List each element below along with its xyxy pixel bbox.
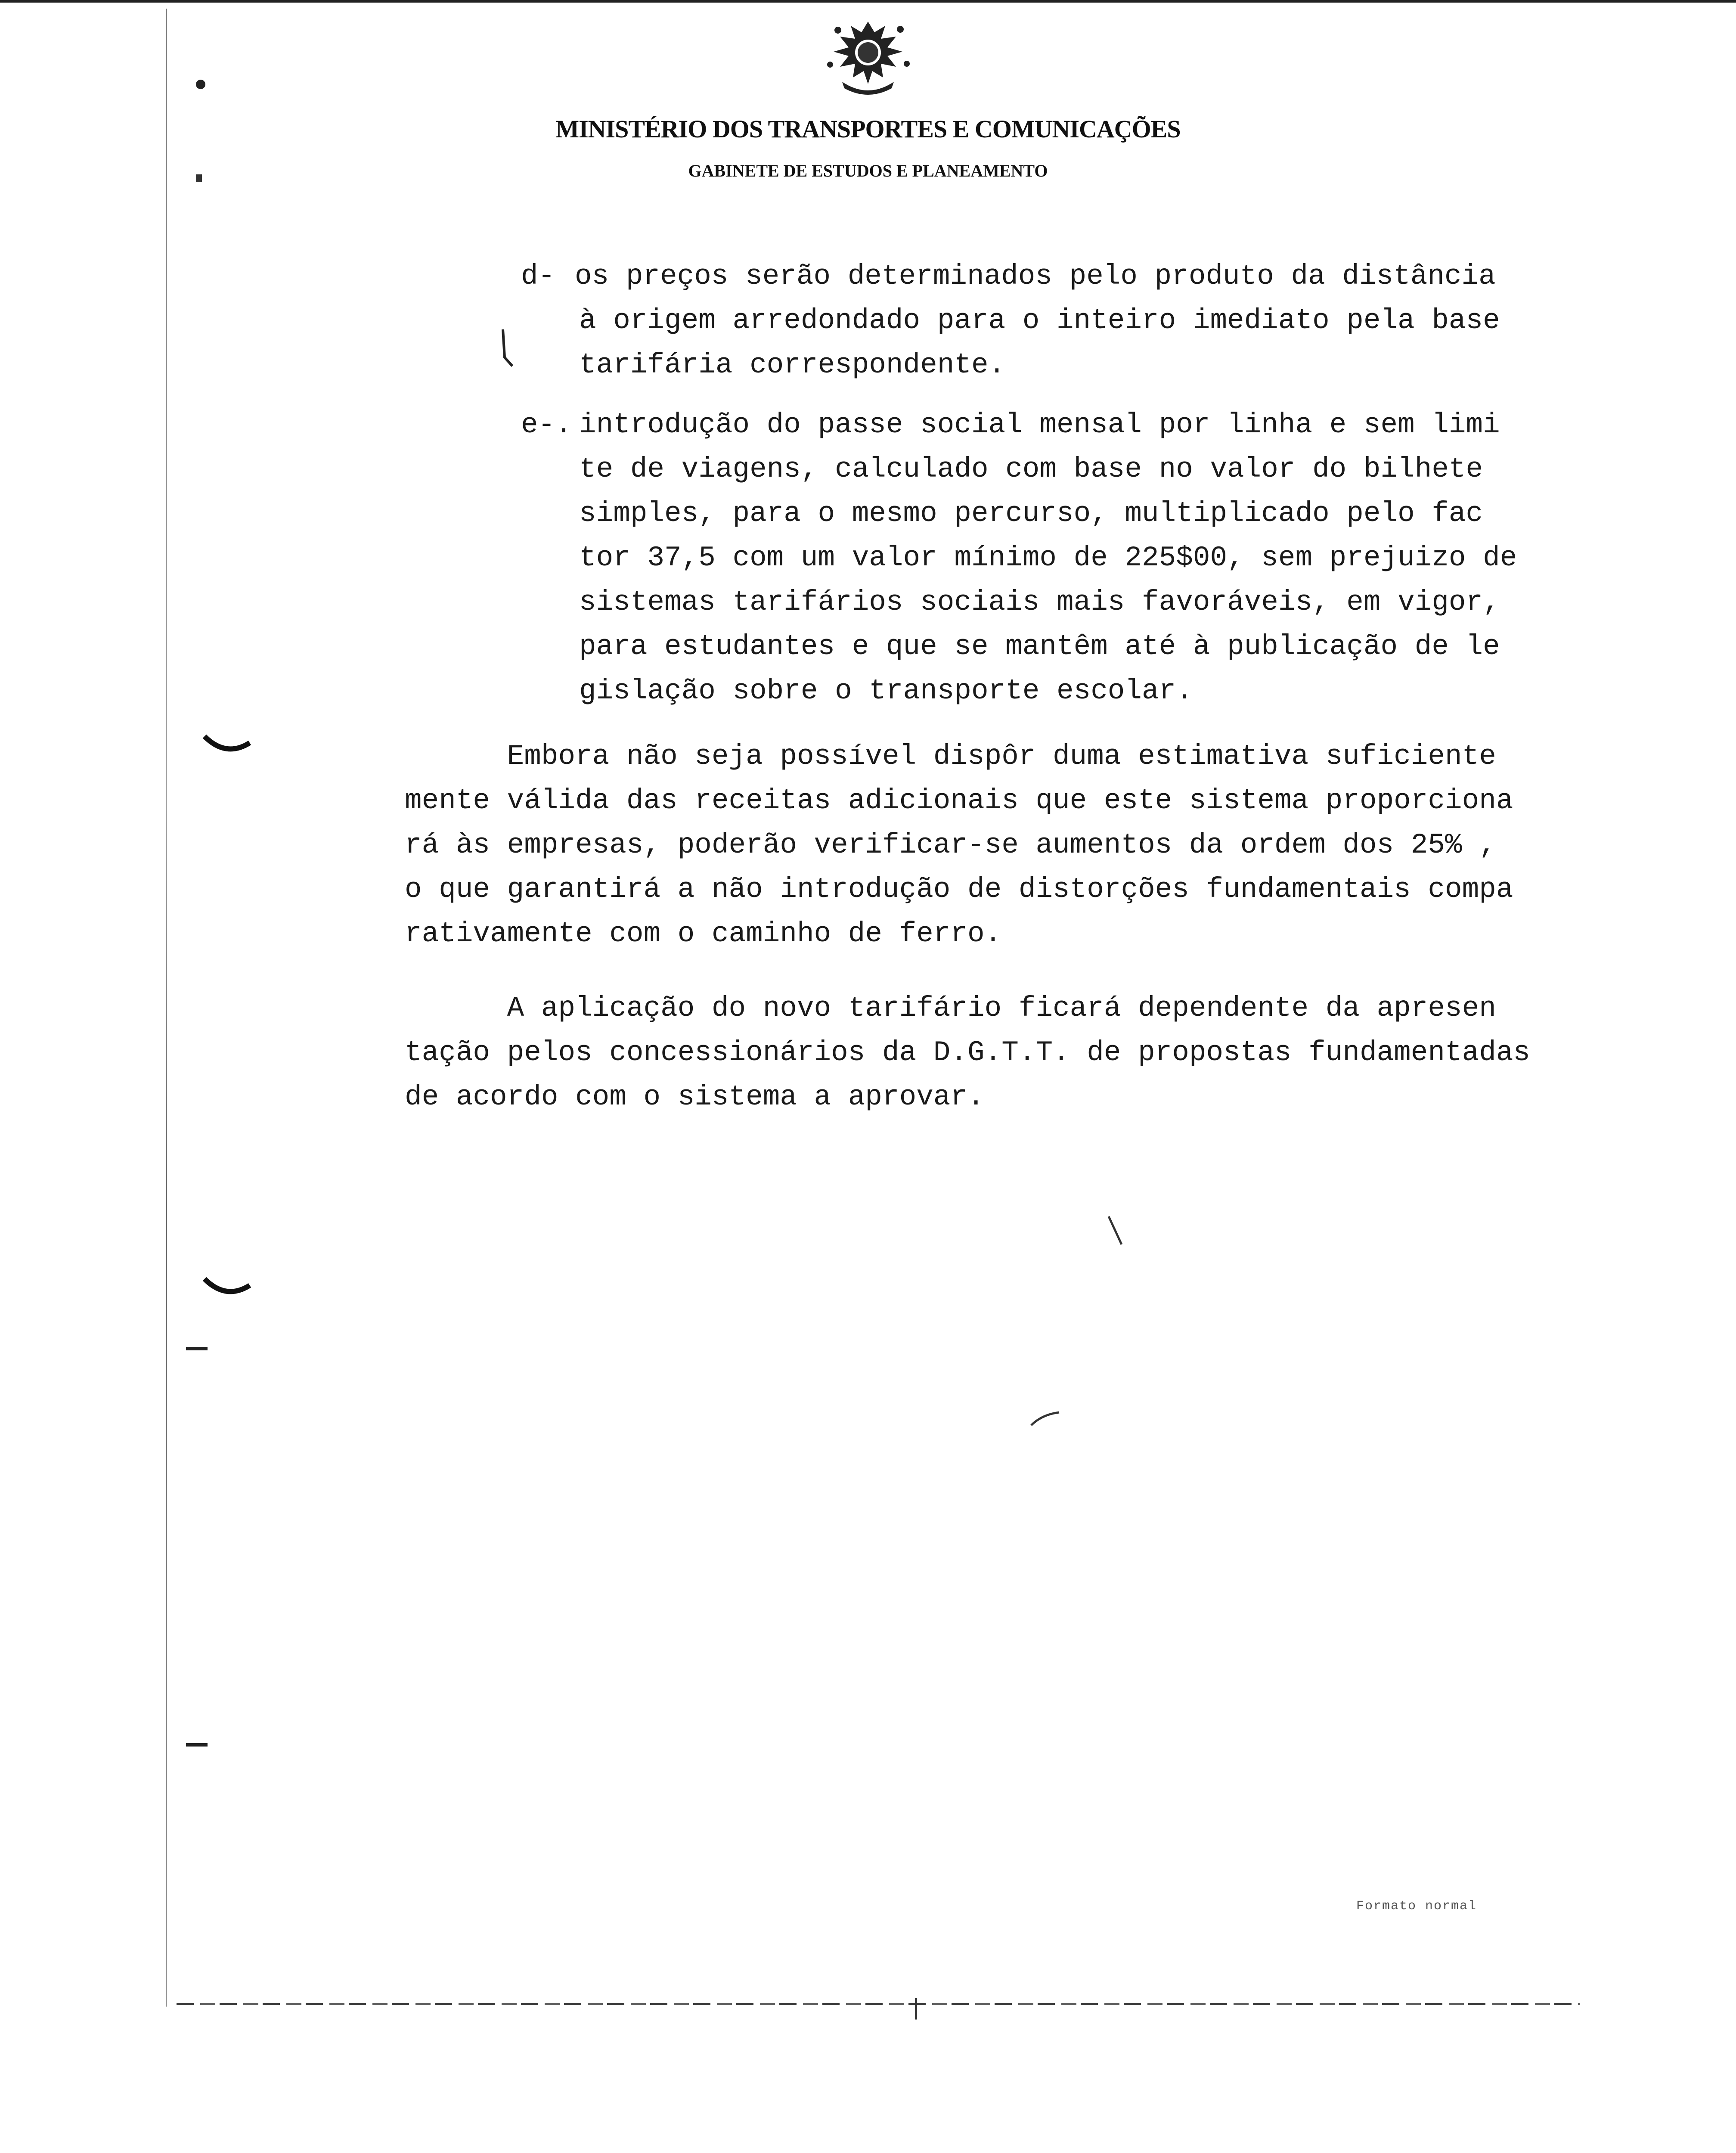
- pen-stroke-mark: [1029, 1408, 1063, 1430]
- item-d-line: os preços serão determinados pelo produto da distância: [575, 260, 1496, 292]
- scan-speck: [196, 174, 202, 182]
- paragraph-line: Embora não seja possível dispôr duma estimativa suficiente: [405, 740, 1496, 772]
- office-subtitle: GABINETE DE ESTUDOS E PLANEAMENTO: [688, 161, 1048, 180]
- binding-margin-line: [166, 9, 167, 2007]
- paragraph-line: de acordo com o sistema a aprovar.: [405, 1081, 985, 1113]
- item-e-letter: e-.: [521, 409, 572, 441]
- ministry-title: MINISTÉRIO DOS TRANSPORTES E COMUNICAÇÕES: [555, 115, 1181, 143]
- letterhead: [0, 13, 1736, 181]
- bottom-rule: [177, 2003, 1580, 2005]
- margin-tick-mark: [202, 1275, 254, 1305]
- margin-dash: [186, 1347, 208, 1350]
- item-d-line: à origem arredondado para o inteiro imediato pela base: [579, 304, 1500, 337]
- punch-hole-mark: [196, 80, 205, 89]
- coat-of-arms-icon: [812, 13, 924, 99]
- item-e-line: te de viagens, calculado com base no valor do bilhete: [579, 453, 1483, 485]
- item-e-line: sistemas tarifários sociais mais favoráveis, em vigor,: [579, 586, 1500, 618]
- item-e-line: introdução do passe social mensal por linha e sem limi: [579, 409, 1500, 441]
- paragraph-line: o que garantirá a não introdução de distorções fundamentais compa: [405, 873, 1513, 906]
- item-d-letter: d-: [521, 260, 555, 292]
- item-e-line: tor 37,5 com um valor mínimo de 225$00, sem prejuizo de: [579, 542, 1517, 574]
- margin-dash: [186, 1743, 208, 1747]
- pen-stroke-mark: [499, 327, 517, 370]
- paragraph-line: tação pelos concessionários da D.G.T.T. de propostas fundamentadas: [405, 1036, 1531, 1069]
- format-note: Formato normal: [1356, 1899, 1477, 1914]
- margin-tick-mark: [202, 732, 254, 762]
- item-e-line: gislação sobre o transporte escolar.: [579, 675, 1193, 707]
- paragraph-line: A aplicação do novo tarifário ficará dependente da apresen: [405, 992, 1496, 1024]
- center-tick: [915, 1998, 917, 2020]
- paragraph-line: rativamente com o caminho de ferro.: [405, 918, 1002, 950]
- pen-stroke-mark: [1107, 1214, 1124, 1249]
- item-e-line: simples, para o mesmo percurso, multiplicado pelo fac: [579, 497, 1483, 530]
- item-d-line: tarifária correspondente.: [579, 349, 1006, 381]
- paragraph-line: rá às empresas, poderão verificar-se aumentos da ordem dos 25% ,: [405, 829, 1496, 861]
- page-top-edge: [0, 0, 1736, 3]
- item-e-line: para estudantes e que se mantêm até à publicação de le: [579, 630, 1500, 663]
- paragraph-line: mente válida das receitas adicionais que este sistema proporciona: [405, 785, 1513, 817]
